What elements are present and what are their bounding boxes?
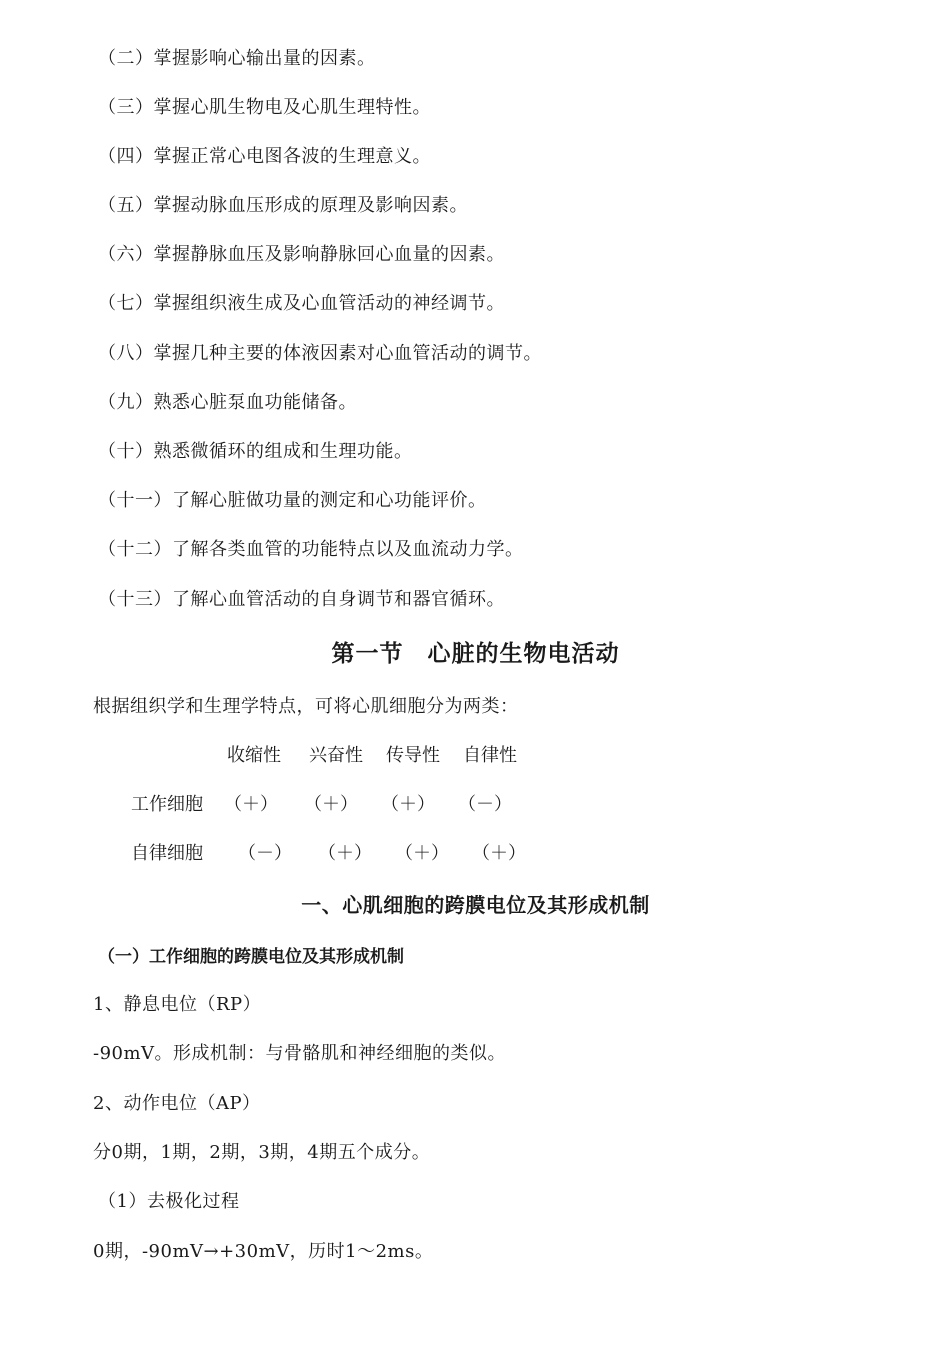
body-line: 分0期，1期，2期，3期，4期五个成分。: [93, 1142, 431, 1163]
body-line: 0期，-90mV→+30mV，历时1～2ms。: [93, 1241, 434, 1262]
objective-item: （十二）了解各类血管的功能特点以及血流动力学。: [98, 539, 524, 560]
objective-item: （七）掌握组织液生成及心血管活动的神经调节。: [98, 293, 505, 314]
objective-item: （三）掌握心肌生物电及心肌生理特性。: [98, 97, 431, 118]
objective-item: （二）掌握影响心输出量的因素。: [98, 48, 376, 69]
table-cell: （＋）: [381, 794, 435, 815]
section-title: 第一节 心脏的生物电活动: [331, 641, 620, 667]
table-header: 收缩性: [227, 745, 281, 766]
table-cell: （－）: [458, 794, 512, 815]
minor-heading: （一）工作细胞的跨膜电位及其形成机制: [98, 947, 404, 967]
objective-item: （六）掌握静脉血压及影响静脉回心血量的因素。: [98, 244, 505, 265]
body-line: （1）去极化过程: [98, 1191, 240, 1212]
table-row-label: 自律细胞: [131, 843, 203, 864]
table-header: 兴奋性: [309, 745, 363, 766]
table-cell: （－）: [238, 843, 292, 864]
body-line: 2、动作电位（AP）: [93, 1093, 261, 1114]
body-line: -90mV。形成机制：与骨骼肌和神经细胞的类似。: [93, 1043, 507, 1064]
table-cell: （＋）: [304, 794, 358, 815]
table-header: 自律性: [463, 745, 517, 766]
objective-item: （九）熟悉心脏泵血功能储备。: [98, 392, 357, 413]
table-cell: （＋）: [395, 843, 449, 864]
table-cell: （＋）: [472, 843, 526, 864]
body-line: 1、静息电位（RP）: [93, 994, 262, 1015]
table-cell: （＋）: [318, 843, 372, 864]
intro-paragraph: 根据组织学和生理学特点，可将心肌细胞分为两类：: [93, 696, 519, 717]
table-row-label: 工作细胞: [131, 794, 203, 815]
objective-item: （十一）了解心脏做功量的测定和心功能评价。: [98, 490, 487, 511]
objective-item: （五）掌握动脉血压形成的原理及影响因素。: [98, 195, 468, 216]
objective-item: （十三）了解心血管活动的自身调节和器官循环。: [98, 589, 505, 610]
objective-item: （四）掌握正常心电图各波的生理意义。: [98, 146, 431, 167]
subsection-title: 一、心肌细胞的跨膜电位及其形成机制: [301, 893, 650, 917]
table-header: 传导性: [386, 745, 440, 766]
objective-item: （八）掌握几种主要的体液因素对心血管活动的调节。: [98, 343, 542, 364]
objective-item: （十）熟悉微循环的组成和生理功能。: [98, 441, 413, 462]
table-cell: （＋）: [224, 794, 278, 815]
